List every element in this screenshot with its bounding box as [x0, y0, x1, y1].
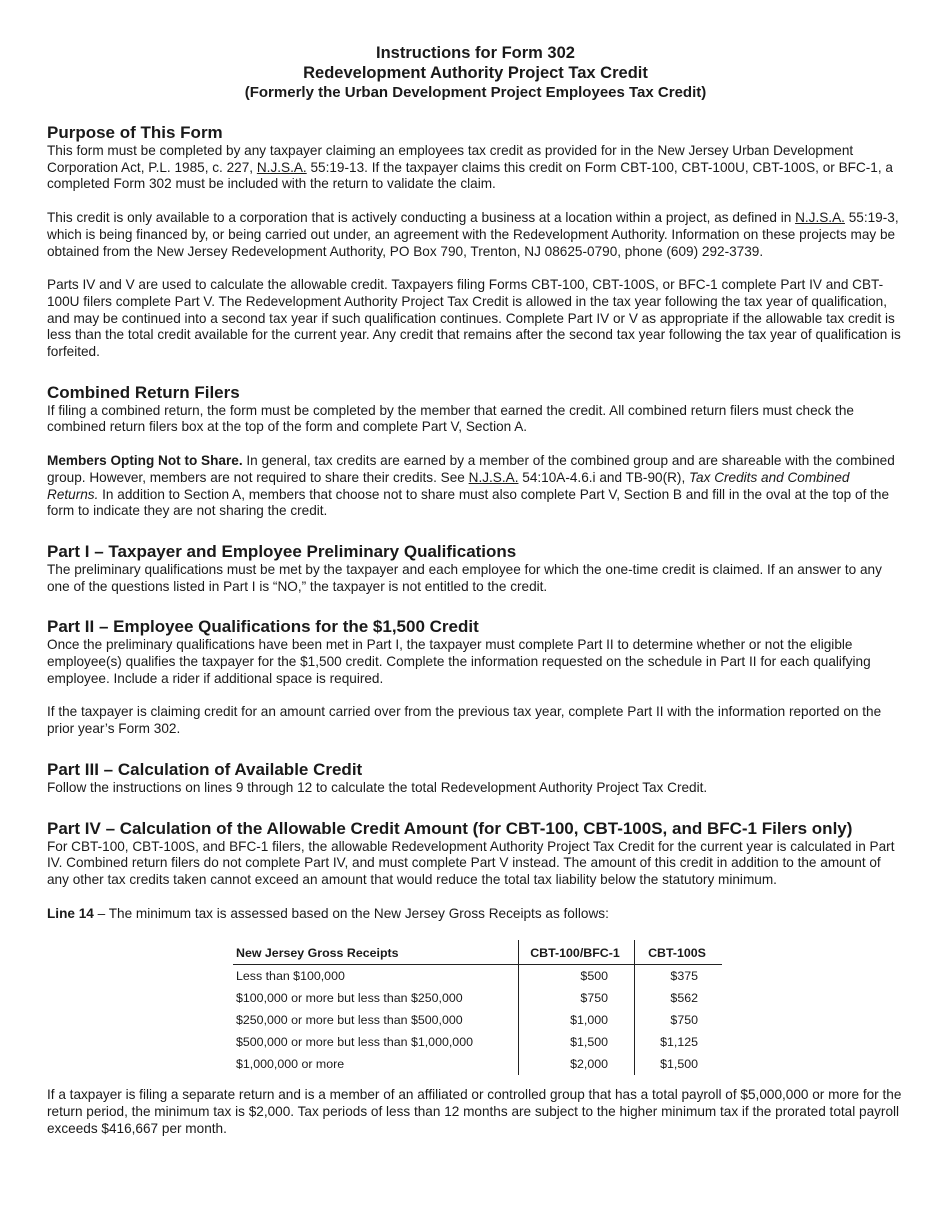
cbt100-bfc1-cell: $2,000	[519, 1053, 635, 1075]
combined-paragraph-2	[47, 453, 904, 520]
cbt100s-cell: $562	[635, 987, 723, 1009]
line14-label: Line 14	[47, 905, 94, 921]
part4-heading: Part IV – Calculation of the Allowable Credit Amount (for CBT-100, CBT-100S, and BFC-1 Filers only)	[47, 818, 853, 838]
statute-citation: N.J.S.A.	[468, 469, 519, 485]
part2-heading: Part II – Employee Qualifications for the $1,500 Credit	[47, 617, 479, 637]
cbt100s-cell: $1,125	[635, 1031, 723, 1053]
purpose-heading: Purpose of This Form	[47, 123, 223, 142]
purpose-paragraph-2	[47, 210, 904, 260]
table-row	[233, 1031, 722, 1053]
purpose-paragraph-1	[47, 143, 904, 193]
cbt100s-cell: $375	[635, 965, 723, 988]
text-run: 55:19-13. If the taxpayer claims this credit on Form CBT-100, CBT-100U, CBT-100S, or BFC-1, a completed Form 302 must be included with the return to validate the claim.	[47, 159, 893, 192]
gross-receipts-cell: $1,000,000 or more	[236, 1057, 345, 1072]
cbt100s-cell: $1,500	[635, 1053, 723, 1075]
cbt100s-cell: $750	[635, 1009, 723, 1031]
part1-heading: Part I – Taxpayer and Employee Preliminary Qualifications	[47, 541, 517, 561]
cbt100-bfc1-cell: $500	[519, 965, 635, 988]
part4-paragraph-after-table: If a taxpayer is filing a separate return and is a member of an affiliated or controlled group that has a total payroll of $5,000,000 or more for the return period, the minimum tax is $2,000. Tax periods of less than 12 months are subject to the higher minimum tax if the prorated total payroll exceeds $416,667 per month.	[47, 1087, 902, 1136]
part4-paragraph-1: For CBT-100, CBT-100S, and BFC-1 filers, the allowable Redevelopment Authority Project Tax Credit for the current year is calculated in Part IV. Combined return filers do not complete Part IV, and must complete Part V instead. The amount of this credit in addition to the amount of any other tax credits taken cannot exceed an amount that would reduce the total tax liability below the statutory minimum.	[47, 838, 895, 887]
minimum-tax-table	[233, 940, 722, 1075]
title-line-3: (Formerly the Urban Development Project Employees Tax Credit)	[244, 84, 707, 101]
combined-heading: Combined Return Filers	[47, 382, 240, 402]
part3-heading: Part III – Calculation of Available Credit	[47, 759, 363, 779]
text-run: In general, tax credits are earned by a member of the combined group and are shareable with the combined group. However, members are not required to share their credits. See	[47, 453, 895, 485]
column-header: New Jersey Gross Receipts	[233, 940, 519, 965]
text-run: This credit is only available to a corporation that is actively conducting a business at a location within a project, as defined in	[47, 210, 796, 226]
document-page	[47, 43, 904, 1138]
text-run: In addition to Section A, members that choose not to share must also complete Part V, Section B and fill in the oval at the top of the form to indicate they are not sharing the credit.	[47, 486, 890, 519]
cbt100-bfc1-cell: $1,500	[519, 1031, 635, 1053]
gross-receipts-cell: Less than $100,000	[236, 969, 345, 984]
column-header: CBT-100S	[635, 940, 723, 965]
gross-receipts-cell: $100,000 or more but less than $250,000	[236, 991, 463, 1006]
part2-paragraph-2: If the taxpayer is claiming credit for an amount carried over from the previous tax year, complete Part II with the information reported on the prior year’s Form 302.	[47, 704, 882, 737]
gross-receipts-cell: $250,000 or more but less than $500,000	[236, 1013, 463, 1028]
title-line-2: Redevelopment Authority Project Tax Credit	[303, 64, 648, 82]
members-opting-label: Members Opting Not to Share.	[47, 453, 243, 469]
text-run: 54:10A-4.6.i and TB-90(R),	[518, 469, 689, 485]
part1-paragraph: The preliminary qualifications must be met by the taxpayer and each employee for which the one-time credit is claimed. If an answer to any one of the questions listed in Part I is “NO,” the taxpayer is not entitled to the credit.	[47, 561, 882, 594]
table-row	[233, 987, 722, 1009]
gross-receipts-cell: $500,000 or more but less than $1,000,000	[236, 1035, 473, 1050]
title-line-1: Instructions for Form 302	[376, 44, 575, 62]
cbt100-bfc1-cell: $750	[519, 987, 635, 1009]
table-header-row	[233, 940, 722, 965]
column-header: CBT-100/BFC-1	[519, 940, 635, 965]
statute-citation: N.J.S.A.	[256, 159, 307, 175]
document-title	[47, 43, 904, 103]
part3-paragraph: Follow the instructions on lines 9 through 12 to calculate the total Redevelopment Authority Project Tax Credit.	[47, 779, 708, 795]
table-row	[233, 1053, 722, 1075]
text-run: – The minimum tax is assessed based on the New Jersey Gross Receipts as follows:	[93, 905, 609, 921]
publication-title: Tax Credits and Combined Returns.	[47, 469, 850, 502]
combined-paragraph-1: If filing a combined return, the form must be completed by the member that earned the credit. All combined return filers must check the combined return filers box at the top of the form and complete Part V, Section A.	[47, 402, 854, 435]
table-row	[233, 965, 722, 988]
statute-citation: N.J.S.A.	[795, 210, 845, 226]
purpose-paragraph-3: Parts IV and V are used to calculate the allowable credit. Taxpayers filing Forms CBT-100, CBT-100S, or BFC-1 complete Part IV and CBT-100U filers complete Part V. The Redevelopment Authority Project Tax Credit is allowed in the tax year following the tax year of qualification, and may be continued into a second tax year if such qualification continues. Complete Part IV or V as appropriate if the allowable tax credit is less than the total credit available for the current year. Any credit that remains after the second tax year following the tax year of qualification is forfeited.	[47, 277, 901, 360]
table-row	[233, 1009, 722, 1031]
text-run: This form must be completed by any taxpayer claiming an employees tax credit as provided for in the New Jersey Urban Development Corporation Act, P.L. 1985, c. 227,	[47, 143, 854, 175]
part2-paragraph-1: Once the preliminary qualifications have been met in Part I, the taxpayer must complete Part II to determine whether or not the eligible employee(s) qualifies the taxpayer for the $1,500 credit. Complete the information requested on the schedule in Part II for each qualifying employee. Include a rider if additional space is required.	[47, 637, 871, 686]
line14-paragraph	[47, 906, 904, 923]
cbt100-bfc1-cell: $1,000	[519, 1009, 635, 1031]
text-run: 55:19-3, which is being financed by, or being carried out under, an agreement with the Redevelopment Authority. Information on these projects may be obtained from the New Jersey Redevelopment Authority, PO Box 790, Trenton, NJ 08625-0790, phone (609) 292-3739.	[47, 210, 899, 259]
